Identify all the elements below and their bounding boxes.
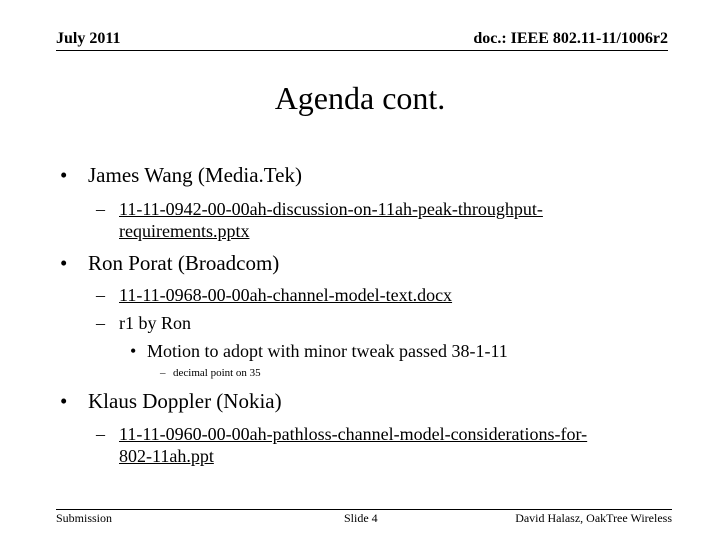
bullet-icon: • bbox=[60, 163, 68, 187]
speaker-james-wang: James Wang (Media.Tek) bbox=[88, 163, 302, 187]
footer-submission: Submission bbox=[56, 511, 113, 525]
doc-link-0960-line2[interactable]: 802-11ah.ppt bbox=[119, 446, 214, 466]
doc-link-0968[interactable]: 11-11-0968-00-00ah-channel-model-text.docx bbox=[119, 285, 453, 305]
header-date: July 2011 bbox=[56, 30, 121, 47]
doc-link-0942-line1[interactable]: 11-11-0942-00-00ah-discussion-on-11ah-peak-throughput- bbox=[119, 199, 543, 219]
dash-marker: – bbox=[96, 313, 105, 333]
dash-marker: – bbox=[96, 285, 105, 305]
speaker-klaus-doppler: Klaus Doppler (Nokia) bbox=[88, 389, 282, 413]
speaker-ron-porat: Ron Porat (Broadcom) bbox=[88, 251, 280, 275]
doc-link-0960-line1[interactable]: 11-11-0960-00-00ah-pathloss-channel-model-considerations-for- bbox=[119, 424, 588, 444]
bullet-icon: • bbox=[60, 389, 68, 413]
motion-note: decimal point on 35 bbox=[173, 367, 261, 379]
bullet-icon: • bbox=[130, 341, 137, 361]
revision-note: r1 by Ron bbox=[119, 313, 191, 333]
dash-marker: – bbox=[96, 424, 105, 444]
bullet-icon: • bbox=[60, 251, 68, 275]
footer-divider bbox=[56, 509, 672, 510]
footer-author: David Halasz, OakTree Wireless bbox=[515, 511, 672, 525]
dash-marker: – bbox=[160, 367, 166, 379]
doc-link-0942-line2[interactable]: requirements.pptx bbox=[119, 221, 250, 241]
slide-title: Agenda cont. bbox=[274, 80, 446, 116]
footer-slide-number: Slide 4 bbox=[344, 511, 378, 525]
motion-result: Motion to adopt with minor tweak passed 38-1-11 bbox=[147, 341, 508, 361]
header-doc-id: doc.: IEEE 802.11-11/1006r2 bbox=[473, 30, 668, 47]
dash-marker: – bbox=[96, 199, 105, 219]
